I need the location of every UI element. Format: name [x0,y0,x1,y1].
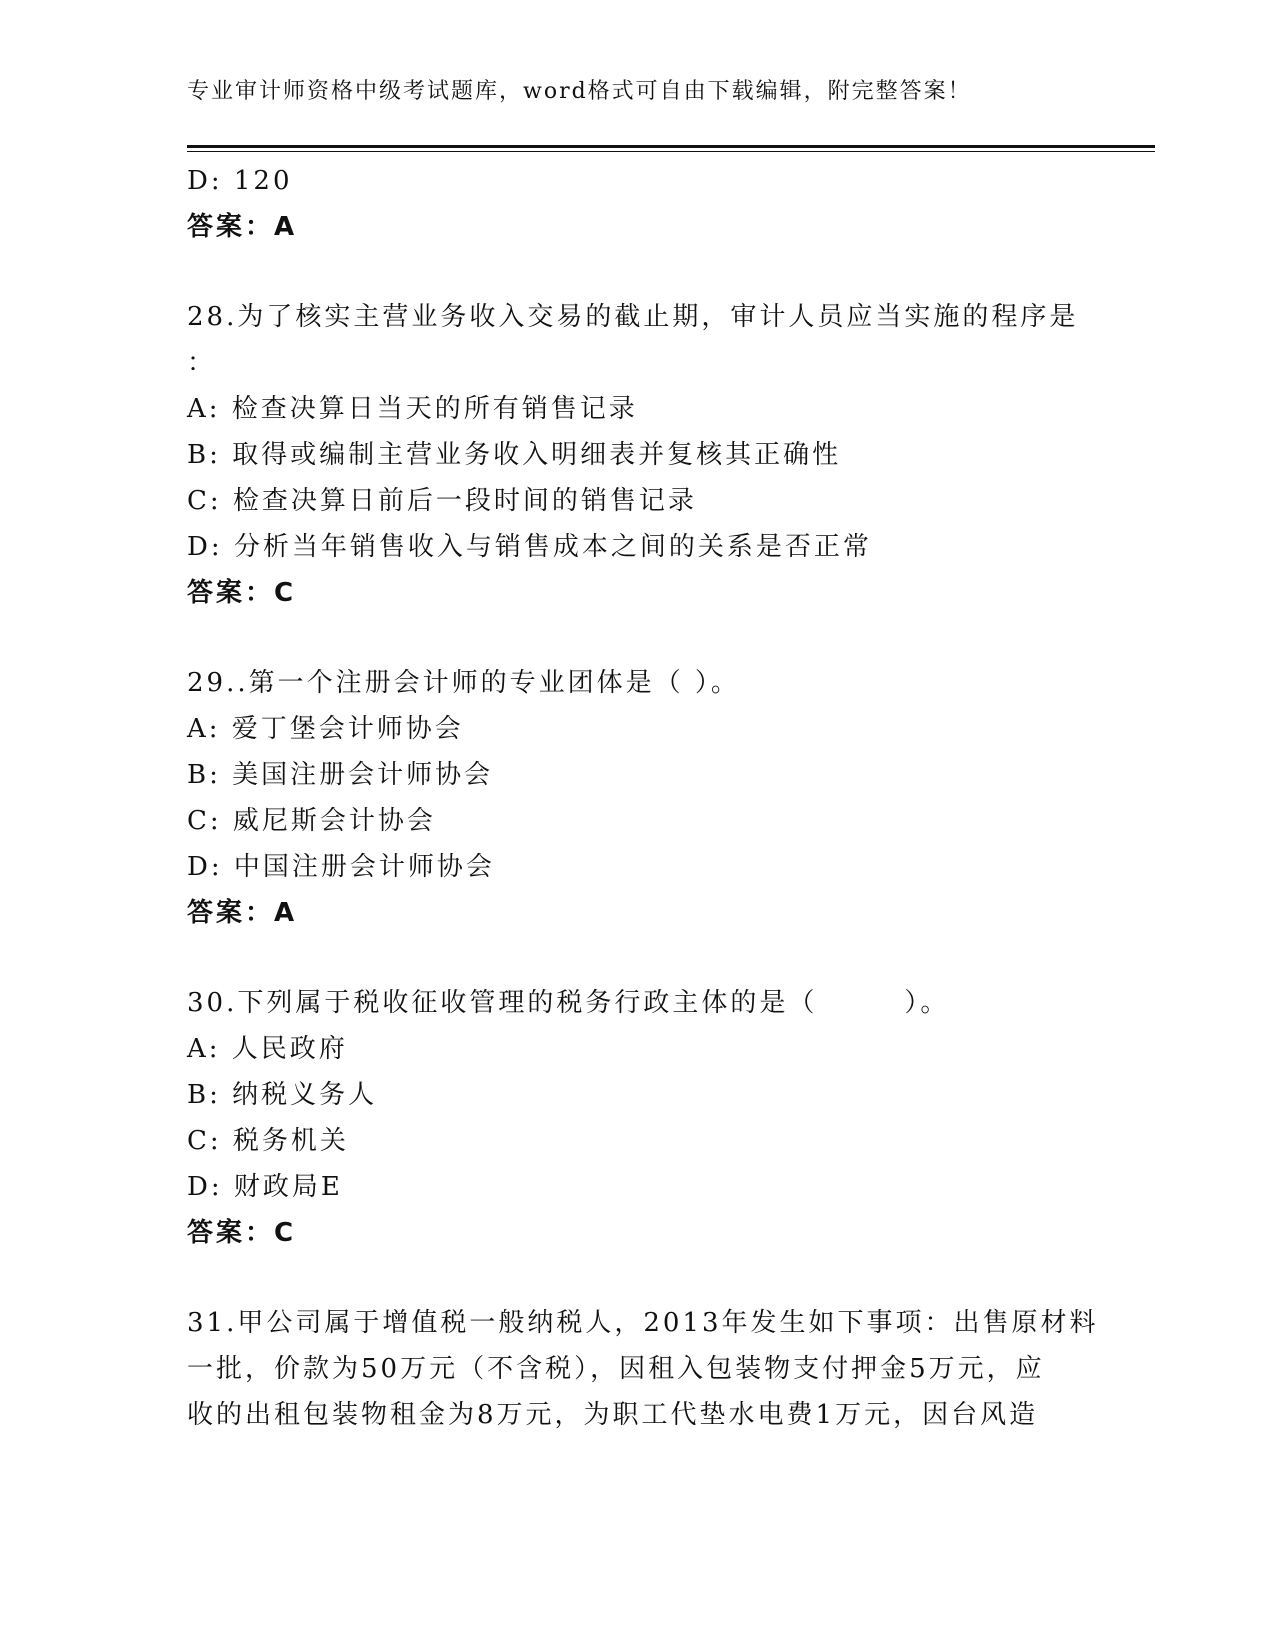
q31-stem-line3: 收的出租包装物租金为8万元，为职工代垫水电费1万元，因台风造 [187,1400,1039,1430]
q29-option-b: B: 美国注册会计师协会 [187,760,494,790]
q29-option-a: A: 爱丁堡会计师协会 [187,714,464,744]
q30-option-a: A: 人民政府 [187,1034,348,1064]
header-rule-thick [187,145,1155,148]
q31-stem-line1: 31.甲公司属于增值税一般纳税人，2013年发生如下事项：出售原材料 [187,1308,1099,1338]
q28-answer: 答案：C [187,578,297,608]
q28-stem-line1: 28.为了核实主营业务收入交易的截止期，审计人员应当实施的程序是 [187,302,1079,332]
q29-option-d: D: 中国注册会计师协会 [187,852,495,882]
question-content [187,158,1099,1438]
q29-answer: 答案：A [187,898,298,928]
q30-stem: 30.下列属于税收征收管理的税务行政主体的是（ ）。 [187,988,950,1018]
prev-answer: 答案：A [187,212,298,242]
q28-option-c: C: 检查决算日前后一段时间的销售记录 [187,486,697,516]
spacer [187,250,1087,294]
spacer [187,1256,1087,1300]
q30-answer: 答案：C [187,1218,297,1248]
q29-stem: 29..第一个注册会计师的专业团体是（ ）。 [187,668,740,698]
q28-option-b: B: 取得或编制主营业务收入明细表并复核其正确性 [187,440,842,470]
q28-option-a: A: 检查决算日当天的所有销售记录 [187,394,638,424]
spacer [187,616,1087,660]
q30-option-d: D: 财政局E [187,1172,343,1202]
q28-option-d: D: 分析当年销售收入与销售成本之间的关系是否正常 [187,532,872,562]
q30-option-c: C: 税务机关 [187,1126,349,1156]
q28-stem-line2: ： [187,348,217,378]
header-rule-thin [187,151,1155,152]
spacer [187,936,1087,980]
q30-option-b: B: 纳税义务人 [187,1080,378,1110]
q29-option-c: C: 威尼斯会计协会 [187,806,436,836]
q31-stem-line2: 一批，价款为50万元（不含税），因租入包装物支付押金5万元，应 [187,1354,1045,1384]
page-header: 专业审计师资格中级考试题库，word格式可自由下载编辑，附完整答案！ [187,79,972,104]
prev-option-d: D: 120 [187,166,293,196]
